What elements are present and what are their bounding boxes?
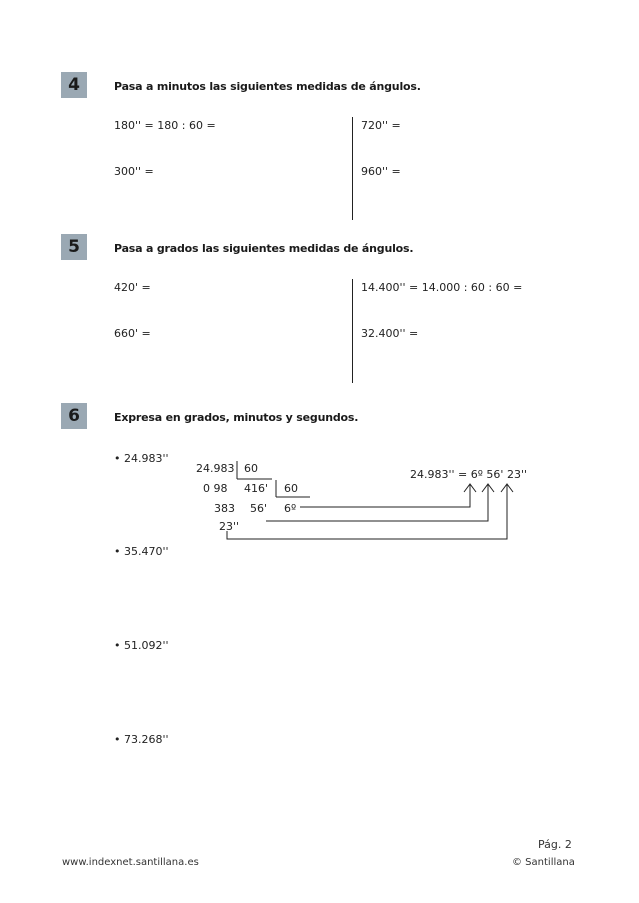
division-degrees: 6º	[284, 502, 297, 515]
exercise-item: 300'' =	[114, 165, 154, 178]
list-item: • 73.268''	[114, 733, 169, 746]
list-item: • 35.470''	[114, 545, 169, 558]
division-remainder: 383	[214, 502, 235, 515]
website-link[interactable]: www.indexnet.santillana.es	[62, 857, 199, 868]
exercise-item: 32.400'' =	[361, 327, 419, 340]
division-dividend: 24.983	[196, 462, 235, 475]
division-divisor: 60	[244, 462, 258, 475]
section-heading: Pasa a minutos las siguientes medidas de ángulos.	[114, 80, 421, 93]
arrow-seconds	[227, 485, 507, 539]
division-result: 24.983'' = 6º 56' 23''	[410, 468, 527, 481]
copyright: © Santillana	[512, 857, 575, 868]
section-number-badge: 5	[61, 234, 87, 260]
section-heading: Pasa a grados las siguientes medidas de ángulos.	[114, 242, 414, 255]
arrow-degrees	[300, 485, 470, 507]
division-seconds: 23''	[219, 520, 240, 533]
exercise-item: 180'' = 180 : 60 =	[114, 119, 216, 132]
arrow-minutes	[266, 485, 488, 521]
section-number-badge: 6	[61, 403, 87, 429]
division-minutes: 56'	[250, 502, 268, 515]
division-divisor: 60	[284, 482, 298, 495]
page-number: Pág. 2	[538, 838, 572, 851]
section-number-badge: 4	[61, 72, 87, 98]
exercise-item: 660' =	[114, 327, 151, 340]
section-heading: Expresa en grados, minutos y segundos.	[114, 411, 359, 424]
exercise-item: 14.400'' = 14.000 : 60 : 60 =	[361, 281, 523, 294]
exercise-item: 720'' =	[361, 119, 401, 132]
list-item: • 51.092''	[114, 639, 169, 652]
exercise-item: 960'' =	[361, 165, 401, 178]
list-item: • 24.983''	[114, 452, 169, 465]
division-quotient: 416'	[244, 482, 269, 495]
exercise-item: 420' =	[114, 281, 151, 294]
division-remainder: 0 98	[203, 482, 228, 495]
